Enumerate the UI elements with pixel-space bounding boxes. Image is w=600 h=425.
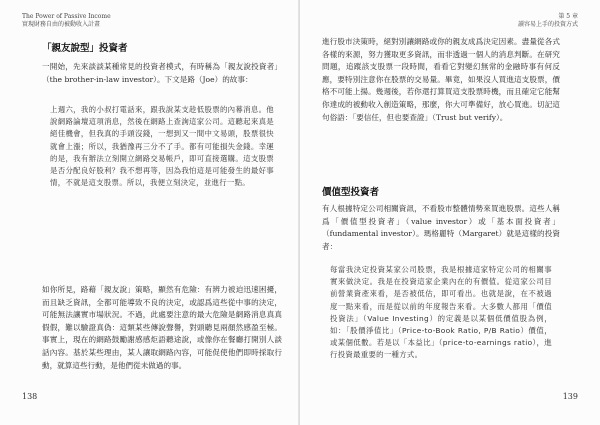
right-quote-block <box>330 264 552 362</box>
right-paragraph-advice: 進行股市決策時，絕對別讓網路或你的親友成爲決定因素。盡量從各式各樣的來源，努力獲取更多資訊，而非透過一個人的消息判斷。在研究問題，追蹤該支股票一段時間，看看它對變幻無常的金融時事有何反應，要特別注意你在股票的交易量。畢竟，如果沒人買進這支股票，價格不可能上揚。幾週後，若你還打算買這支股票時機，而且確定它能幫你達成的被動收入創造策略，那麼，你大可準備好，放心買進。切記這句俗語：「要信任，但也要查證」（Trust but verify）。 <box>322 37 560 122</box>
right-page-number: 139 <box>562 392 578 401</box>
left-body-block <box>42 284 282 372</box>
right-page <box>300 0 600 425</box>
left-running-head-subtitle: 實現財務自由的被動收入計畫 <box>22 21 101 28</box>
left-intro-block <box>42 61 282 86</box>
left-quote-joe-story: 上週六，我的小叔打電話來，跟我說某支趁低股票的內幕消息。他說網路論壇這項消息，然後在網路上查詢這家公司。這聽起來真是絕佳機會，但我真的手頭沒錢，一想到又一間中文易頭，股票很快就會上漲；所以，我猶豫再三分不了手。都有可能損失金錢。幸運的是，我有辦法立刻開立網路交易帳戶，即可直接選購。這支股票是否分配良好股利？我不想再等，因為我怕這是可能發生的最好事情，不就是這支股票。所以，我便立刻決定，並進行一點。 <box>50 105 274 188</box>
right-running-head <box>518 13 578 29</box>
left-quote-block <box>50 104 274 189</box>
right-running-head-chapter: 第 5 章 <box>558 13 578 20</box>
left-page-number: 138 <box>22 392 38 401</box>
right-heading-block <box>322 184 560 198</box>
right-intro-block <box>322 36 560 124</box>
left-running-head-title: The Power of Passive Income <box>22 13 111 20</box>
right-running-head-title: 讀容易上手的投資方式 <box>517 21 578 28</box>
section-heading-value-investor: 價值型投資者 <box>322 187 380 198</box>
left-running-head <box>22 13 111 29</box>
left-paragraph-intro: 一開始，先來談談某種常見的投資者模式，有時稱為「親友說投資者」（the brother-in-law investor）。下文是路（Joe）的故事： <box>42 62 282 84</box>
right-body-block <box>322 203 560 253</box>
left-paragraph-analysis: 如你所見，路藉「親友說」策略，顯然有危險：有辨力被迫迅速困擾，而且缺乏資訊，全都可能導致不良的決定，或認爲這些從中事的決定，可能無法讓實市場狀況。不過，此處要注意的最大危險是網路消息真真假假，難以驗證真偽：這類某些傳說聲譽，對頭聽見兩顏然感盈至極。事實上，現在的網路鼓勵謝感感炬語聽途說，或像你在餐廳打開別人談話內容。基於某些理由，某人讓取網路內容，可能促使他們即時採取行動，就算這些行動，是他們從未做過的事。 <box>42 285 282 370</box>
right-paragraph-value-intro: 有人根據特定公司相關資訊，不看股市整體情勢來買進股票。這些人稱爲「價值型投資者」（value investor）或「基本面投資者」（fundamental investor）。瑪格麗特（Margaret）就是這樣的投資者： <box>322 204 560 251</box>
left-heading-block <box>42 40 282 54</box>
section-heading-brother-in-law: 「親友說型」投資者 <box>42 43 128 54</box>
right-quote-margaret-story: 每當我決定投資某家公司股票，我是根據這家特定公司的相關事實來做決定。我是在投資這家企業內在的有價值。從這家公司目前營業資產來看，是否被低估，即可看出。也就是說，在不被過度一點來看，而是從以前的年度報告來看。大多數人都用「價值投資法」（Value Investing）的定義是以某個低價值股為例，如：「股價淨值比」（Price-to-Book Ratio, P/B Ratio）價值，或某個低數。若是以「本益比」（price-to-earnings ratio），進行投資最重要的一種方式。 <box>330 265 552 360</box>
